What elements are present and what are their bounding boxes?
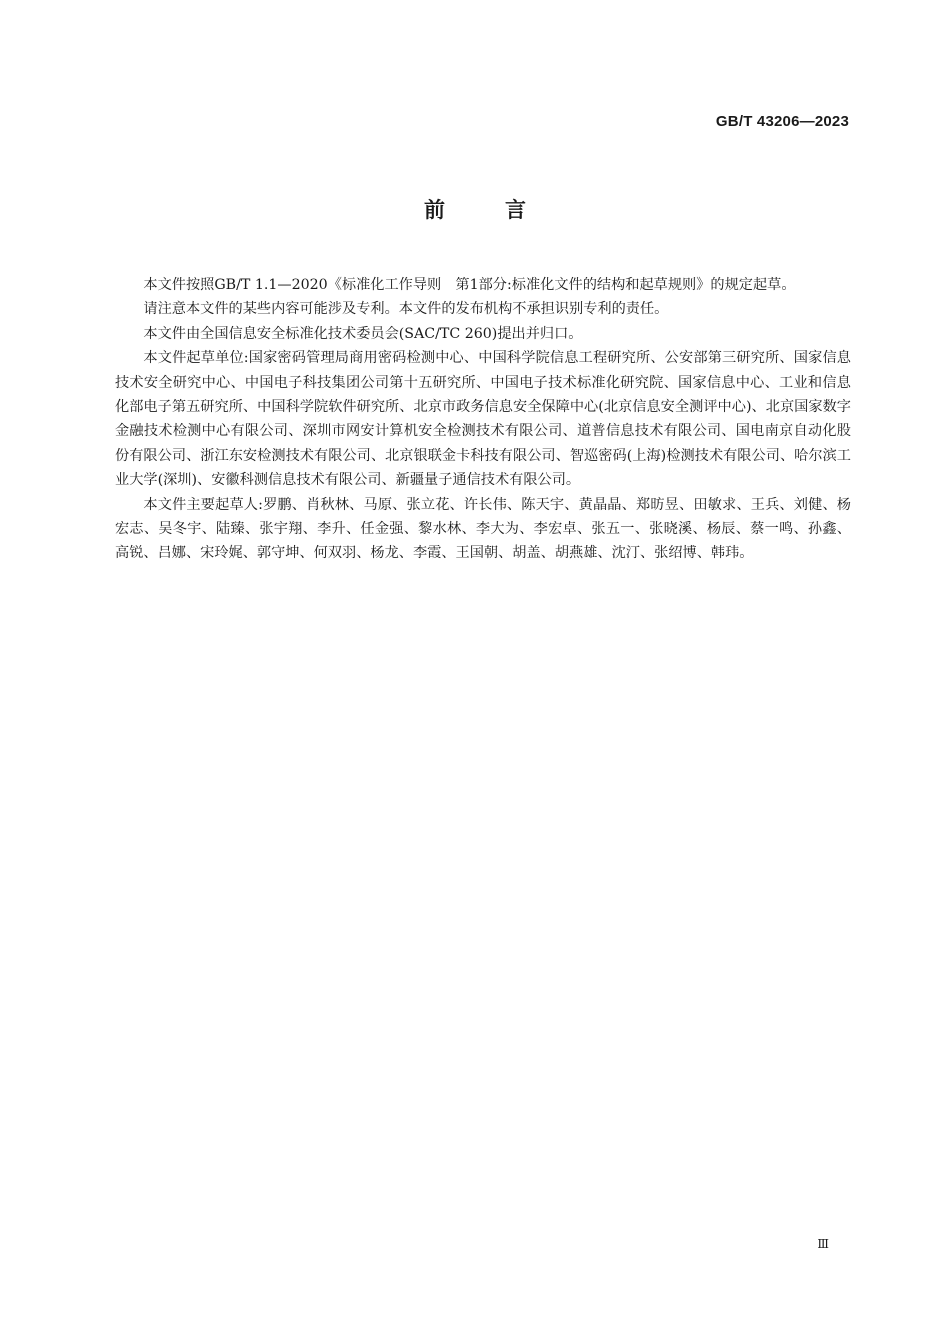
page-title: 前言: [424, 198, 586, 222]
paragraph-drafting-units: 本文件起草单位:国家密码管理局商用密码检测中心、中国科学院信息工程研究所、公安部第三研究所、国家信息技术安全研究中心、中国电子科技集团公司第十五研究所、中国电子技术标准化研究院、国家信息中心、工业和信息化部电子第五研究所、中国科学院软件研究所、北京市政务信息安全保障中心(北京信息安全测评中心)、北京国家数字金融技术检测中心有限公司、深圳市网安计算机安全检测技术有限公司、道普信息技术有限公司、国电南京自动化股份有限公司、浙江东安检测技术有限公司、北京银联金卡科技有限公司、智巡密码(上海)检测技术有限公司、哈尔滨工业大学(深圳)、安徽科测信息技术有限公司、新疆量子通信技术有限公司。: [115, 350, 851, 489]
paragraph-drafting-rules: 本文件按照GB/T 1.1—2020《标准化工作导则 第1部分:标准化文件的结构和起草规则》的规定起草。: [143, 277, 796, 293]
foreword-body: [115, 273, 851, 566]
paragraph-patent-notice: 请注意本文件的某些内容可能涉及专利。本文件的发布机构不承担识别专利的责任。: [143, 301, 669, 318]
standard-number: GB/T 43206—2023: [715, 113, 849, 130]
page-number: Ⅲ: [817, 1237, 829, 1251]
paragraph-drafters: 本文件主要起草人:罗鹏、肖秋林、马原、张立花、许长伟、陈天宇、黄晶晶、郑昉昱、田敏求、王兵、刘健、杨宏志、吴冬宇、陆臻、张宇翔、李升、任金强、黎水林、李大为、李宏卓、张五一、张晓溪、杨辰、蔡一鸣、孙鑫、高锐、吕娜、宋玲娓、郭守坤、何双羽、杨龙、李霞、王国朝、胡盖、胡燕雄、沈汀、张绍博、韩玮。: [115, 496, 851, 562]
paragraph-proposer: 本文件由全国信息安全标准化技术委员会(SAC/TC 260)提出并归口。: [143, 325, 583, 342]
